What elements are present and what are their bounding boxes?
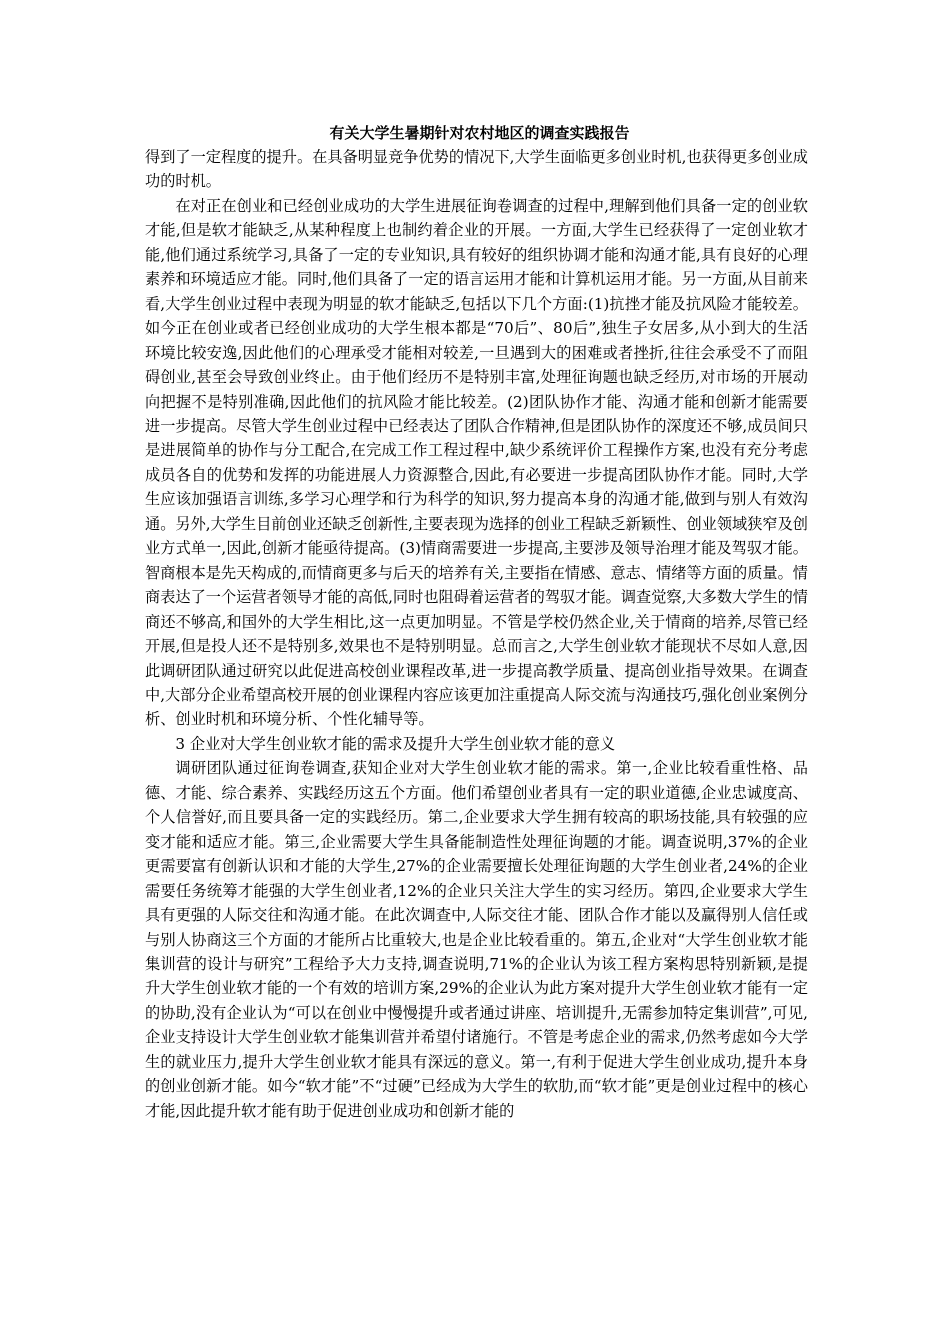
paragraph-enterprise-demand: 调研团队通过征询卷调查,获知企业对大学生创业软才能的需求。第一,企业比较看重性格、品德、才能、综合素养、实践经历这五个方面。他们希望创业者具有一定的职业道德,企业忠诚度高、个人信誉好,而且要具备一定的实践经历。第二,企业要求大学生拥有较高的职场技能,具有较强的应变才能和适应才能。第三,企业需要大学生具备能制造性处理征询题的才能。调查说明,37%的企业更需要富有创新认识和才能的大学生,27%的企业需要擅长处理征询题的大学生创业者,24%的企业需要任务统筹才能强的大学生创业者,12%的企业只关注大学生的实习经历。第四,企业要求大学生具有更强的人际交往和沟通才能。在此次调查中,人际交往才能、团队合作才能以及赢得别人信任或与别人协商这三个方面的才能所占比重较大,也是企业比较看重的。第五,企业对“大学生创业软才能集训营的设计与研究”工程给予大力支持,调查说明,71%的企业认为该工程方案构思特别新颖,是提升大学生创业软才能的一个有效的培训方案,29%的企业认为此方案对提升大学生创业软才能有一定的协助,没有企业认为“可以在创业中慢慢提升或者通过讲座、培训提升,无需参加特定集训营”,可见,企业支持设计大学生创业软才能集训营并希望付诸施行。不管是考虑企业的需求,仍然考虑如今大学生的就业压力,提升大学生创业软才能具有深远的意义。第一,有利于促进大学生创业成功,提升本身的创业创新才能。如今“软才能”不“过硬”已经成为大学生的软肋,而“软才能”更是创业过程中的核心才能,因此提升软才能有助于促进创业成功和创新才能的 xyxy=(145,759,808,1120)
section-heading-3: 3 企业对大学生创业软才能的需求及提升大学生创业软才能的意义 xyxy=(175,734,616,753)
paragraph-continuation: 得到了一定程度的提升。在具备明显竞争优势的情况下,大学生面临更多创业时机,也获得更多创业成功的时机。 xyxy=(145,148,808,191)
document-title: 有关大学生暑期针对农村地区的调查实践报告 xyxy=(329,124,630,142)
document-page xyxy=(145,121,808,1123)
paragraph-soft-skills-survey: 在对正在创业和已经创业成功的大学生进展征询卷调查的过程中,理解到他们具备一定的创业软才能,但是软才能缺乏,从某种程度上也制约着企业的开展。一方面,大学生已经获得了一定创业软才能,他们通过系统学习,具备了一定的专业知识,具有较好的组织协调才能和沟通才能,具有良好的心理素养和环境适应才能。同时,他们具备了一定的语言运用才能和计算机运用才能。另一方面,从目前来看,大学生创业过程中表现为明显的软才能缺乏,包括以下几个方面:(1)抗挫才能及抗风险才能较差。如今正在创业或者已经创业成功的大学生根本都是“70后”、80后”,独生子女居多,从小到大的生活环境比较安逸,因此他们的心理承受才能相对较差,一旦遇到大的困难或者挫折,往往会承受不了而阻碍创业,甚至会导致创业终止。由于他们经历不是特别丰富,处理征询题也缺乏经历,对市场的开展动向把握不是特别准确,因此他们的抗风险才能比较差。(2)团队协作才能、沟通才能和创新才能需要进一步提高。尽管大学生创业过程中已经表达了团队合作精神,但是团队协作的深度还不够,成员间只是进展简单的协作与分工配合,在完成工作工程过程中,缺少系统评价工程操作方案,也没有充分考虑成员各自的优势和发挥的功能进展人力资源整合,因此,有必要进一步提高团队协作才能。同时,大学生应该加强语言训练,多学习心理学和行为科学的知识,努力提高本身的沟通才能,做到与别人有效沟通。另外,大学生目前创业还缺乏创新性,主要表现为选择的创业工程缺乏新颖性、创业领域狭窄及创业方式单一,因此,创新才能亟待提高。(3)情商需要进一步提高,主要涉及领导治理才能及驾驭才能。智商根本是先天构成的,而情商更多与后天的培养有关,主要指在情感、意志、情绪等方面的质量。情商表达了一个运营者领导才能的高低,同时也阻碍着运营者的驾驭才能。调查觉察,大多数大学生的情商还不够高,和国外的大学生相比,这一点更加明显。不管是学校仍然企业,关于情商的培养,尽管已经开展,但是投人还不是特别多,效果也不是特别明显。总而言之,大学生创业软才能现状不尽如人意,因此调研团队通过研究以此促进高校创业课程改革,进一步提高教学质量、提高创业指导效果。在调查中,大部分企业希望高校开展的创业课程内容应该更加注重提高人际交流与沟通技巧,强化创业案例分析、创业时机和环境分析、个性化辅导等。 xyxy=(145,196,808,729)
